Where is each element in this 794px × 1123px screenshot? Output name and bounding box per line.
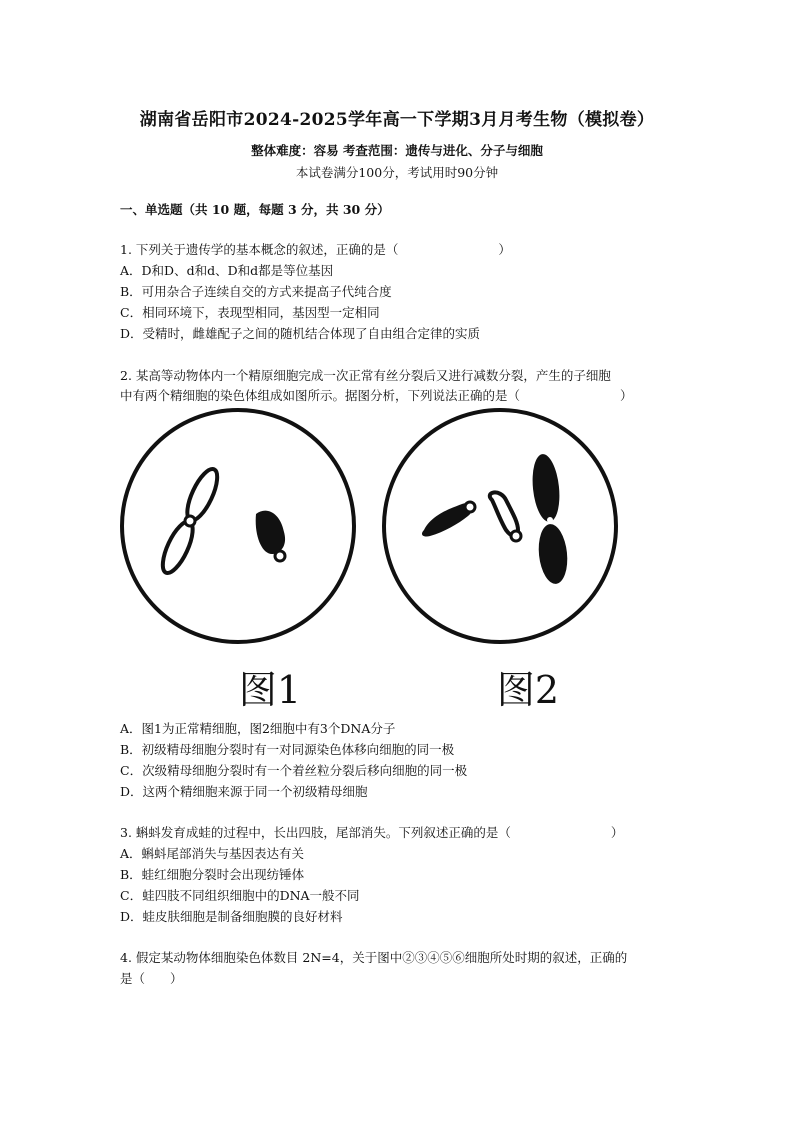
cell-1-diagram	[122, 410, 354, 642]
question-3-option-b: B．蛙红细胞分裂时会出现纺锤体	[120, 867, 305, 882]
question-3-option-a: A．蝌蚪尾部消失与基因表达有关	[120, 846, 305, 861]
question-1-option-d: D．受精时，雌雄配子之间的随机结合体现了自由组合定律的实质	[120, 326, 481, 341]
question-1-stem: 1. 下列关于遗传学的基本概念的叙述，正确的是（ ）	[120, 242, 511, 257]
question-3-option-d: D．蛙皮肤细胞是制备细胞膜的良好材料	[120, 909, 343, 924]
chromosome-figure	[120, 408, 690, 722]
cell-2-diagram	[384, 410, 616, 642]
chromosome-solid-small	[422, 502, 475, 537]
chromosome-hollow-small	[490, 492, 521, 541]
chromosome-hollow	[157, 465, 223, 577]
difficulty-line: 整体难度：容易 考查范围：遗传与进化、分子与细胞	[251, 143, 543, 158]
question-2-option-d: D．这两个精细胞来源于同一个初级精母细胞	[120, 784, 368, 799]
chromosome-solid-short	[256, 511, 285, 561]
section-title: 一、单选题（共 10 题，每题 3 分，共 30 分）	[120, 202, 390, 217]
chromosome-solid-large	[530, 453, 571, 585]
cell-1-membrane	[122, 410, 354, 642]
question-1-option-b: B．可用杂合子连续自交的方式来提高子代纯合度	[120, 284, 392, 299]
question-3-option-c: C．蛙四肢不同组织细胞中的DNA一般不同	[120, 888, 360, 903]
question-4-stem-line-2: 是（ ）	[120, 971, 183, 986]
score-line: 本试卷满分100分，考试用时90分钟	[295, 165, 499, 180]
question-2-option-c: C．次级精母细胞分裂时有一个着丝粒分裂后移向细胞的同一极	[120, 763, 468, 778]
question-1-option-a: A．D和D、d和d、D和d都是等位基因	[120, 263, 334, 278]
figure-2-label: 图2	[496, 668, 560, 712]
figure-1-label: 图1	[238, 668, 302, 712]
question-2-option-b: B．初级精母细胞分裂时有一对同源染色体移向细胞的同一极	[120, 742, 455, 757]
question-2-stem-line-2: 中有两个精细胞的染色体组成如图所示。据图分析，下列说法正确的是（ ）	[120, 388, 633, 403]
question-2-stem-line-1: 2. 某高等动物体内一个精原细胞完成一次正常有丝分裂后又进行减数分裂，产生的子细胞	[120, 368, 611, 383]
paper-title: 湖南省岳阳市2024-2025学年高一下学期3月月考生物（模拟卷）	[139, 110, 655, 130]
cell-2-membrane	[384, 410, 616, 642]
question-1-option-c: C．相同环境下，表现型相同，基因型一定相同	[120, 305, 380, 320]
question-2-option-a: A．图1为正常精细胞，图2细胞中有3个DNA分子	[120, 721, 396, 736]
question-4-stem-line-1: 4. 假定某动物体细胞染色体数目 2N=4，关于图中②③④⑤⑥细胞所处时期的叙述，正确的	[120, 950, 628, 965]
question-3-stem: 3. 蝌蚪发育成蛙的过程中，长出四肢，尾部消失。下列叙述正确的是（ ）	[120, 825, 624, 840]
